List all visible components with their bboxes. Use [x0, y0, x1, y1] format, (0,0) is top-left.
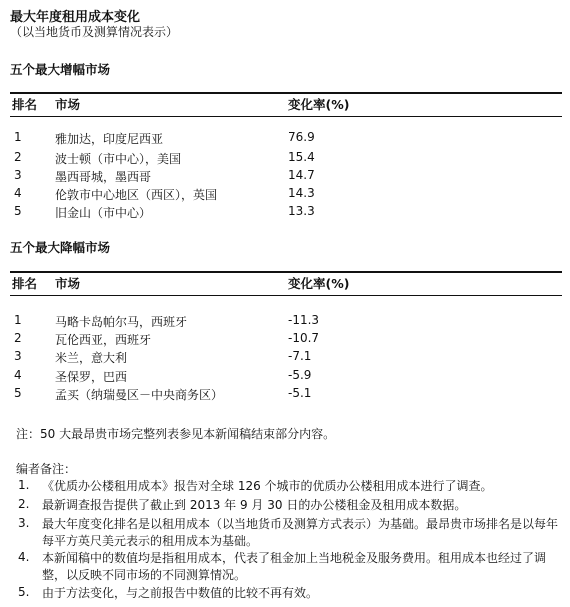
decrease-table-header-rule	[10, 295, 562, 296]
row-change: -5.9	[288, 368, 312, 382]
row-rank: 5	[14, 204, 22, 218]
increase-header-change: 变化率(%)	[288, 97, 350, 112]
page-subtitle: （以当地货币及测算情况表示）	[10, 25, 179, 39]
list-item-text: 最新调查报告提供了截止到 2013 年 9 月 30 日的办公楼租金及租用成本数据。	[42, 498, 467, 512]
list-item-text: 由于方法变化，与之前报告中数值的比较不再有效。	[42, 586, 319, 600]
increase-section-heading: 五个最大增幅市场	[10, 62, 111, 77]
row-change: 76.9	[288, 130, 315, 144]
row-change: -7.1	[288, 349, 312, 363]
row-rank: 2	[14, 331, 22, 345]
row-rank: 4	[14, 368, 22, 382]
row-market: 瓦伦西亚，西班牙	[55, 333, 152, 347]
list-item-number: 3.	[18, 516, 30, 530]
increase-table-top-rule	[10, 92, 562, 94]
row-rank: 1	[14, 313, 22, 327]
row-market: 马略卡岛帕尔马，西班牙	[55, 315, 188, 329]
editor-note-heading: 编者备注：	[16, 462, 77, 476]
row-market: 波士顿（市中心），美国	[55, 152, 182, 166]
row-market: 旧金山（市中心）	[55, 206, 152, 220]
row-rank: 5	[14, 386, 22, 400]
row-change: 14.3	[288, 186, 315, 200]
decrease-header-market: 市场	[55, 276, 81, 291]
decrease-header-change: 变化率(%)	[288, 276, 350, 291]
row-rank: 3	[14, 168, 22, 182]
row-change: 14.7	[288, 168, 315, 182]
increase-header-market: 市场	[55, 97, 81, 112]
decrease-header-rank: 排名	[12, 276, 38, 291]
decrease-section-heading: 五个最大降幅市场	[10, 240, 111, 255]
row-rank: 2	[14, 150, 22, 164]
row-market: 伦敦市中心地区（西区），英国	[55, 188, 218, 202]
row-rank: 4	[14, 186, 22, 200]
row-market: 墨西哥城，墨西哥	[55, 170, 152, 184]
list-item-number: 1.	[18, 478, 30, 492]
row-change: 13.3	[288, 204, 315, 218]
list-item-text: 本新闻稿中的数值均是指租用成本，代表了租金加上当地税金及服务费用。租用成本也经过了调整，以反映不同市场的不同测算情况。	[42, 551, 547, 582]
row-market: 雅加达，印度尼西亚	[55, 132, 164, 146]
list-item-number: 5.	[18, 585, 30, 599]
list-item-text: 《优质办公楼租用成本》报告对全球 126 个城市的优质办公楼租用成本进行了调查。	[42, 479, 493, 493]
row-change: -10.7	[288, 331, 320, 345]
row-rank: 1	[14, 130, 22, 144]
increase-header-rank: 排名	[12, 97, 38, 112]
row-change: 15.4	[288, 150, 315, 164]
row-market: 圣保罗，巴西	[55, 370, 128, 384]
row-rank: 3	[14, 349, 22, 363]
row-market: 米兰，意大利	[55, 351, 128, 365]
page-title: 最大年度租用成本变化	[10, 10, 141, 25]
list-item-number: 2.	[18, 497, 30, 511]
row-market: 孟买（纳瑞曼区－中央商务区）	[55, 388, 224, 402]
row-change: -5.1	[288, 386, 312, 400]
row-change: -11.3	[288, 313, 320, 327]
footnote: 注：50 大最昂贵市场完整列表参见本新闻稿结束部分内容。	[16, 427, 336, 441]
list-item-number: 4.	[18, 550, 30, 564]
decrease-table-top-rule	[10, 271, 562, 273]
list-item-text: 最大年度变化排名是以租用成本（以当地货币及测算方式表示）为基础。最昂贵市场排名是以每年每平方英尺美元表示的租用成本为基础。	[42, 517, 559, 548]
increase-table-header-rule	[10, 116, 562, 117]
